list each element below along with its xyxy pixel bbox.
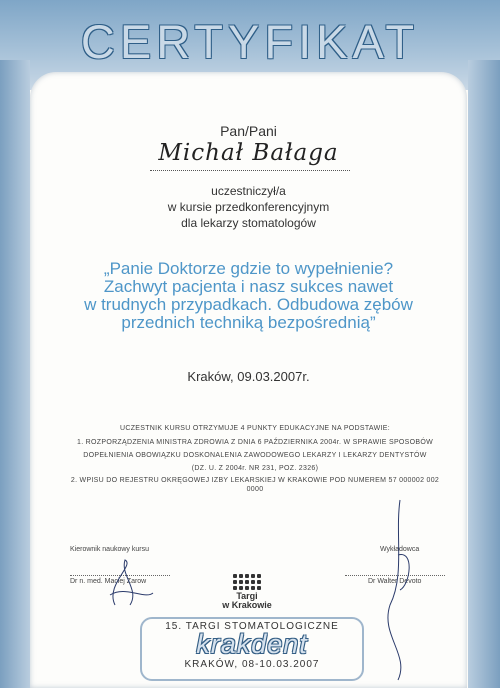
place-date: Kraków, 09.03.2007r. <box>187 369 310 384</box>
right-signature-scribble <box>370 495 430 685</box>
legal-item-2: 2. WPISU DO REJESTRU OKRĘGOWEJ IZBY LEKARSKIEJ W KRAKOWIE POD NUMEREM 57 000002 002 0000 <box>70 477 440 493</box>
course-line-4: przednich techniką bezpośrednią” <box>121 313 376 332</box>
legal-item-1a: 1. ROZPORZĄDZENIA MINISTRA ZDROWIA Z DNIA 6 PAŹDZIERNIKA 2004r. W SPRAWIE SPOSOBÓW <box>77 439 433 446</box>
legal-item-1c: (DZ. U. Z 2004r. NR 231, POZ. 2326) <box>191 465 319 472</box>
course-line-1: „Panie Doktorze gdzie to wypełnienie? <box>103 259 394 278</box>
decorative-right-band <box>468 60 500 688</box>
left-signature-role: Kierownik naukowy kursu <box>70 546 149 553</box>
participation-line-1: uczestniczył/a <box>211 184 286 198</box>
logo-line-2: w Krakowie <box>222 600 272 610</box>
participation-line-2: w kursie przedkonferencyjnym <box>167 200 330 214</box>
fair-brand: krakdent <box>196 629 308 659</box>
targi-logo <box>212 574 282 610</box>
salutation: Pan/Pani <box>220 123 277 139</box>
course-line-3: w trudnych przypadkach. Odbudowa zębów <box>84 295 413 314</box>
left-signature-scribble <box>95 555 155 610</box>
course-title <box>30 260 467 332</box>
participation-line-3: dla lekarzy stomatologów <box>181 216 316 230</box>
logo-line-1: Targi <box>236 591 258 601</box>
certificate-title: CERTYFIKAT <box>80 15 420 68</box>
decorative-left-band <box>0 60 30 688</box>
recipient-name: Michał Bałaga <box>158 140 339 166</box>
fair-badge <box>140 617 364 681</box>
right-signature-role: Wykładowca <box>380 546 420 553</box>
left-signature-name: Dr n. med. Maciej Zarow <box>70 578 147 585</box>
fair-place-date: KRAKÓW, 08-10.03.2007 <box>184 659 320 670</box>
fair-edition: 15. TARGI STOMATOLOGICZNE <box>165 621 339 632</box>
legal-intro: UCZESTNIK KURSU OTRZYMUJE 4 PUNKTY EDUKACYJNE NA PODSTAWIE: <box>120 425 390 432</box>
name-underline <box>150 170 350 171</box>
legal-item-1b: DOPEŁNIENIA OBOWIĄZKU DOSKONALENIA ZAWODOWEGO LEKARZY I LEKARZY DENTYSTÓW <box>83 452 427 459</box>
logo-dots-icon <box>233 574 261 590</box>
right-signature-name: Dr Walter Devoto <box>368 578 422 585</box>
participation-text <box>30 183 467 231</box>
course-line-2: Zachwyt pacjenta i nasz sukces nawet <box>103 277 394 296</box>
